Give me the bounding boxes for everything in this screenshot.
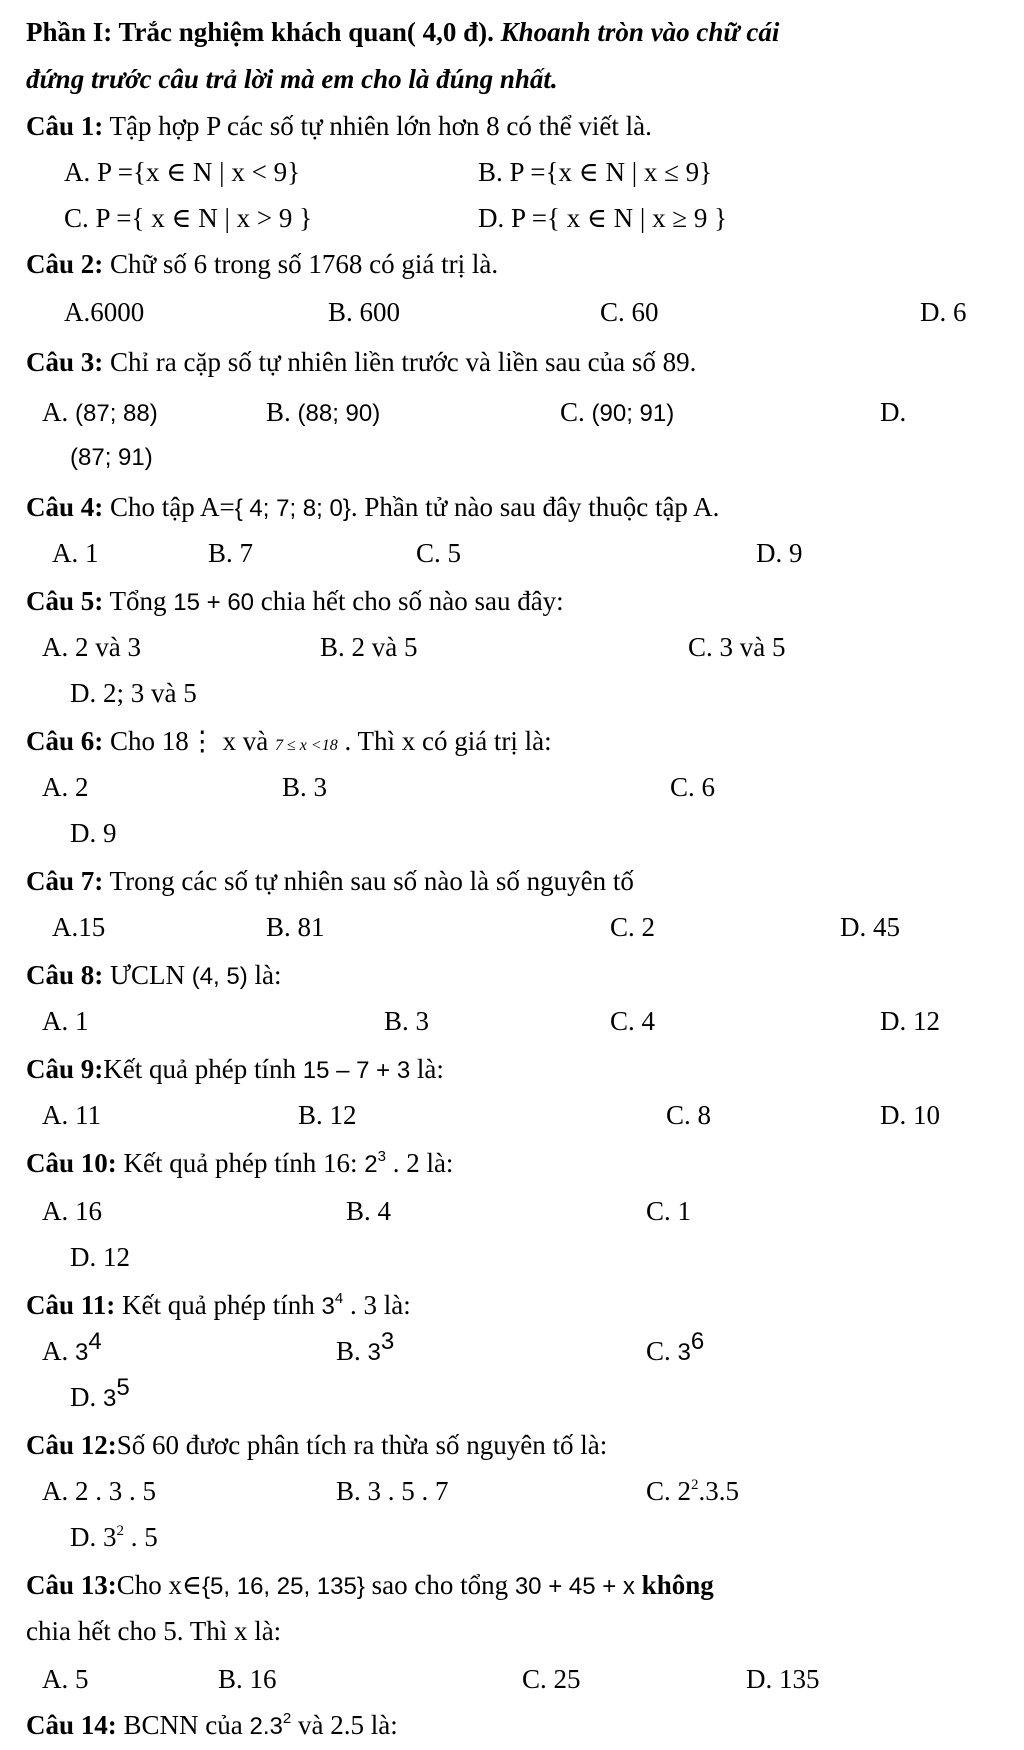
question-1 <box>0 106 1024 146</box>
option-d[interactable]: D. 6 <box>920 297 967 327</box>
question-10-options-row1 <box>0 1191 1024 1231</box>
question-6-options-row2 <box>0 813 1024 853</box>
question-6 <box>0 721 1024 761</box>
question-8-options <box>0 1001 1024 1041</box>
power-exponent: 6 <box>690 1328 705 1355</box>
question-11-options-row2 <box>0 1374 1024 1417</box>
section-instruction: Khoanh tròn vào chữ cái <box>493 17 780 47</box>
question-label: Câu 14: <box>26 1710 117 1740</box>
option-c[interactable] <box>646 1328 705 1373</box>
question-12-options-row1 <box>0 1471 1024 1511</box>
option-b[interactable]: B. 3 <box>384 1006 430 1036</box>
option-d[interactable]: D. P ={ x ∈ N | x ≥ 9 } <box>478 203 728 233</box>
question-label: Câu 6: <box>26 726 104 756</box>
question-text: BCNN của <box>123 1710 243 1740</box>
question-label: Câu 11: <box>26 1290 116 1320</box>
question-expression: 15 – 7 + 3 <box>302 1057 411 1084</box>
question-condition: 7 ≤ x <18 <box>275 737 338 754</box>
question-13-stem <box>26 1565 714 1607</box>
option-b[interactable]: B. 4 <box>346 1196 392 1226</box>
option-d[interactable]: D. 10 <box>880 1100 940 1130</box>
option-d-base: D. 3 <box>70 1522 117 1552</box>
question-1-options-row2 <box>0 198 1024 238</box>
option-a[interactable]: A. 16 <box>42 1196 102 1226</box>
question-4-stem <box>26 487 719 529</box>
option-b[interactable]: B. 81 <box>266 912 325 942</box>
question-emphasis: không <box>641 1570 714 1600</box>
question-text-cont: chia hết cho 5. Thì x là: <box>26 1616 282 1646</box>
option-d[interactable] <box>70 1374 130 1419</box>
option-c[interactable] <box>646 1471 739 1511</box>
question-text: Tập hợp P các số tự nhiên lớn hơn 8 có thể viết là. <box>109 111 652 141</box>
question-5-options-row1 <box>0 627 1024 667</box>
option-a[interactable]: A. P ={x ∈ N | x < 9} <box>64 157 301 187</box>
question-label: Câu 9: <box>26 1054 104 1084</box>
option-c-rest: .3.5 <box>698 1476 740 1506</box>
option-b[interactable]: B. 12 <box>298 1100 357 1130</box>
option-d[interactable]: D. 12 <box>70 1242 130 1272</box>
question-text-cont: . 3 là: <box>349 1290 411 1320</box>
question-text: Trong các số tự nhiên sau số nào là số nguyên tố <box>109 866 634 896</box>
question-3-options-cont <box>0 438 1024 478</box>
option-letter: A. <box>42 1336 69 1366</box>
question-8 <box>0 955 1024 995</box>
question-11-options-row1 <box>0 1328 1024 1371</box>
option-a[interactable] <box>42 392 158 434</box>
power-base: 2 <box>364 1151 378 1178</box>
power-exponent: 3 <box>380 1328 395 1355</box>
option-b[interactable]: B. 16 <box>218 1664 277 1694</box>
option-b[interactable]: B. 3 <box>282 772 328 802</box>
power-exponent: 4 <box>334 1290 344 1307</box>
question-7 <box>0 861 1024 901</box>
question-power <box>321 1290 344 1320</box>
question-10 <box>0 1143 1024 1183</box>
option-c[interactable]: C. 4 <box>610 1006 656 1036</box>
option-c[interactable]: C. 6 <box>670 772 716 802</box>
question-13-stem-cont <box>0 1611 1024 1651</box>
power-exponent: 2 <box>282 1710 292 1727</box>
question-3 <box>0 342 1024 382</box>
question-label: Câu 1: <box>26 111 104 141</box>
question-9-stem <box>26 1049 444 1091</box>
power-base: 3 <box>367 1339 381 1366</box>
question-6-stem <box>26 721 552 766</box>
option-d-rest: . 5 <box>130 1522 158 1552</box>
power-base: 3 <box>75 1339 89 1366</box>
option-c[interactable]: C. 3 và 5 <box>688 632 786 662</box>
question-5-stem <box>26 581 564 623</box>
option-a[interactable]: A. 1 <box>42 1006 89 1036</box>
question-expression: (4, 5) <box>191 963 248 990</box>
question-3-stem <box>26 342 696 382</box>
question-label: Câu 2: <box>26 249 104 279</box>
power-base: 2.3 <box>249 1713 283 1740</box>
question-text: Chữ số 6 trong số 1768 có giá trị là. <box>110 249 499 279</box>
option-value: (88; 90) <box>297 400 381 427</box>
option-value: (90; 91) <box>591 400 675 427</box>
option-c[interactable]: C. 5 <box>416 538 462 568</box>
question-text-cont: là: <box>416 1054 444 1084</box>
option-c[interactable] <box>560 392 674 434</box>
option-a[interactable]: A.6000 <box>64 297 145 327</box>
question-label: Câu 7: <box>26 866 104 896</box>
question-7-stem <box>26 861 634 901</box>
question-text: Cho tập A= <box>110 492 235 522</box>
question-text-mid: sao cho tổng <box>371 1570 509 1600</box>
question-10-options-row2 <box>0 1237 1024 1277</box>
option-c[interactable]: C. 1 <box>646 1196 692 1226</box>
question-13-options <box>0 1659 1024 1699</box>
power-exponent: 4 <box>88 1328 102 1355</box>
section-instruction-cont: đứng trước câu trả lời mà em cho là đúng nhất. <box>26 64 558 94</box>
option-b[interactable]: B. 2 và 5 <box>320 632 418 662</box>
question-2-stem <box>26 244 498 284</box>
option-c[interactable]: C. 60 <box>600 297 659 327</box>
question-9-options <box>0 1095 1024 1135</box>
question-10-stem <box>26 1143 453 1185</box>
option-b[interactable]: B. 3 . 5 . 7 <box>336 1476 449 1506</box>
option-b[interactable]: B. 7 <box>208 538 254 568</box>
question-text-cont: . 2 là: <box>392 1148 454 1178</box>
option-letter: B. <box>266 397 291 427</box>
power-base: 3 <box>677 1339 691 1366</box>
question-14 <box>0 1705 1024 1745</box>
option-d[interactable]: D. 45 <box>840 912 900 942</box>
question-14-stem <box>26 1705 398 1747</box>
question-1-stem <box>26 106 652 146</box>
question-label: Câu 10: <box>26 1148 117 1178</box>
option-letter: D. <box>70 1382 97 1412</box>
option-c[interactable]: C. 8 <box>666 1100 712 1130</box>
option-a[interactable]: A. 1 <box>52 538 99 568</box>
question-5-options-row2 <box>0 673 1024 713</box>
option-letter: A. <box>42 397 69 427</box>
question-text: Cho 18⋮ x và <box>110 726 269 756</box>
question-2 <box>0 244 1024 284</box>
option-d[interactable] <box>70 1517 158 1557</box>
option-d[interactable]: D. 12 <box>880 1006 940 1036</box>
question-8-stem <box>26 955 281 997</box>
option-c[interactable]: C. 25 <box>522 1664 581 1694</box>
question-text: Kết quả phép tính <box>103 1054 296 1084</box>
option-d[interactable]: D. <box>880 397 907 427</box>
question-label: Câu 3: <box>26 347 104 377</box>
section-header <box>0 12 1024 52</box>
question-7-options <box>0 907 1024 947</box>
option-c[interactable]: C. P ={ x ∈ N | x > 9 } <box>64 203 313 233</box>
option-c-base: C. 2 <box>646 1476 692 1506</box>
option-a[interactable]: A.15 <box>52 912 106 942</box>
section-title <box>26 12 779 52</box>
option-a[interactable]: A. 2 và 3 <box>42 632 141 662</box>
option-d[interactable]: D. 135 <box>746 1664 820 1694</box>
option-a[interactable]: A. 2 . 3 . 5 <box>42 1476 156 1506</box>
question-text: ƯCLN <box>110 960 185 990</box>
option-d[interactable]: D. 9 <box>70 818 117 848</box>
power-exponent: 5 <box>116 1374 130 1401</box>
question-expression: 30 + 45 + x <box>514 1573 635 1600</box>
question-12 <box>0 1425 1024 1465</box>
question-label: Câu 4: <box>26 492 104 522</box>
question-power <box>364 1148 386 1178</box>
question-label: Câu 8: <box>26 960 104 990</box>
question-12-options-row2 <box>0 1517 1024 1557</box>
option-a[interactable]: A. 5 <box>42 1664 89 1694</box>
question-6-options-row1 <box>0 767 1024 807</box>
question-11 <box>0 1285 1024 1325</box>
question-text: Tổng <box>109 586 167 616</box>
question-text-cont: . Phần tử nào sau đây thuộc tập A. <box>350 492 720 522</box>
question-4-options <box>0 533 1024 573</box>
question-label: Câu 13: <box>26 1570 117 1600</box>
question-text-cont: . Thì x có giá trị là: <box>344 726 552 756</box>
section-title-bold: Phần I: Trắc nghiệm khách quan( 4,0 đ). <box>26 17 494 47</box>
question-text-cont: là: <box>254 960 282 990</box>
option-d[interactable]: D. 9 <box>756 538 803 568</box>
option-letter: B. <box>336 1336 361 1366</box>
question-text: Kết quả phép tính <box>122 1290 315 1320</box>
question-13 <box>0 1565 1024 1605</box>
question-text: Kết quả phép tính 16: <box>123 1148 358 1178</box>
power-base: 3 <box>321 1293 335 1320</box>
option-b[interactable] <box>336 1328 395 1373</box>
question-12-stem <box>26 1425 607 1465</box>
question-power <box>249 1710 292 1740</box>
section-header-line2 <box>0 59 1024 99</box>
question-text: Chỉ ra cặp số tự nhiên liền trước và liền sau của số 89. <box>110 347 697 377</box>
power-exponent: 2 <box>116 1523 124 1539</box>
question-2-options <box>0 292 1024 332</box>
power-base: 3 <box>103 1385 117 1412</box>
question-3-options <box>0 392 1024 432</box>
option-d[interactable]: D. 2; 3 và 5 <box>70 678 197 708</box>
option-a[interactable]: A. 2 <box>42 772 89 802</box>
option-value: (87; 88) <box>75 400 158 427</box>
question-text-cont: và 2.5 là: <box>297 1710 398 1740</box>
option-b[interactable]: B. P ={x ∈ N | x ≤ 9} <box>478 157 713 187</box>
question-label: Câu 12: <box>26 1430 117 1460</box>
question-1-options-row1 <box>0 152 1024 192</box>
option-a[interactable] <box>42 1328 102 1373</box>
option-letter: C. <box>560 397 585 427</box>
question-set: {5, 16, 25, 135} <box>202 1573 365 1600</box>
option-b[interactable]: B. 600 <box>328 297 401 327</box>
question-5 <box>0 581 1024 621</box>
option-d-value[interactable]: (87; 91) <box>70 444 153 471</box>
question-4 <box>0 487 1024 527</box>
question-11-stem <box>26 1285 411 1327</box>
question-set: { 4; 7; 8; 0} <box>234 495 351 522</box>
option-b[interactable] <box>266 392 380 434</box>
option-a[interactable]: A. 11 <box>42 1100 101 1130</box>
option-c[interactable]: C. 2 <box>610 912 656 942</box>
power-exponent: 3 <box>377 1148 386 1165</box>
question-expression: 15 + 60 <box>173 589 255 616</box>
power-exponent: 2 <box>691 1477 699 1493</box>
option-letter: C. <box>646 1336 671 1366</box>
question-text: Số 60 đươc phân tích ra thừa số nguyên tố là: <box>116 1430 608 1460</box>
question-9 <box>0 1049 1024 1089</box>
question-label: Câu 5: <box>26 586 104 616</box>
question-text: Cho x∈ <box>116 1570 203 1600</box>
question-text-cont: chia hết cho số nào sau đây: <box>260 586 564 616</box>
